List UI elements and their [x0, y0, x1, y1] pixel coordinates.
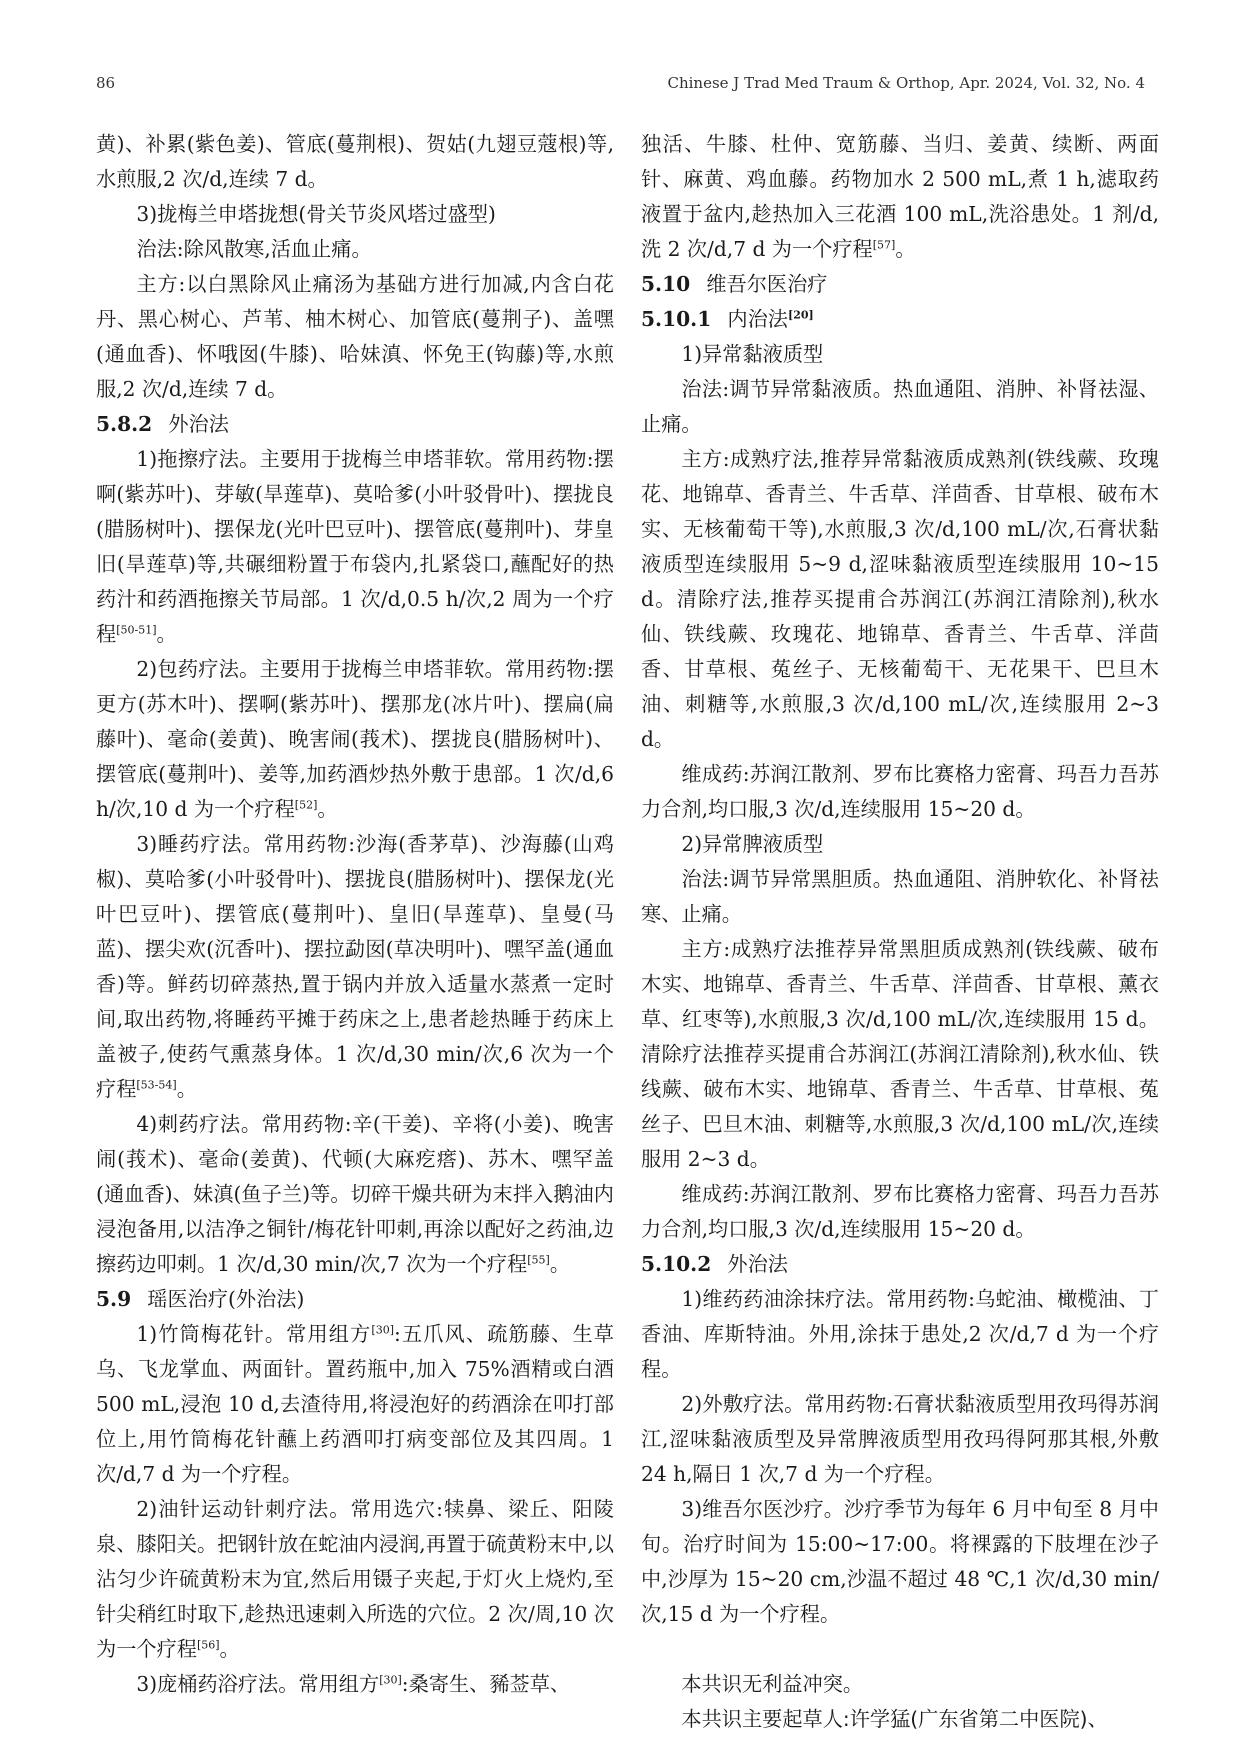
section-title: 外治法	[168, 412, 229, 436]
paragraph	[96, 1667, 614, 1702]
paragraph: 治法:调节异常黏液质。热血通阻、消肿、补肾祛湿、止痛。	[641, 377, 1159, 436]
paragraph: 治法:除风散寒,活血止痛。	[136, 237, 372, 261]
paragraph-text: 1)竹筒梅花针。常用组方	[136, 1322, 372, 1346]
paragraph: 治法:调节异常黑胆质。热血通阻、消肿软化、补肾祛寒、止痛。	[641, 867, 1159, 926]
citation: [30]	[379, 1673, 402, 1687]
paragraph: 黄)、补累(紫色姜)、管底(蔓荆根)、贺姑(九翅豆蔻根)等,水煎服,2 次/d,连续 7 d。	[96, 132, 614, 191]
paragraph: 1)拖擦疗法。主要用于拢梅兰申塔菲软。常用药物:摆啊(紫苏叶)、芽敏(旱莲草)、莫哈爹(小叶驳骨叶)、摆拢良(腊肠树叶)、摆保龙(光叶巴豆叶)、摆管底(蔓荆叶)、芽皇旧(旱莲草)等,共碾细粉置于布袋内,扎紧袋口,蘸配好的热药汁和药酒拖擦关节局部。1 次/d,0.5 h/次,2 周为一个疗程[50-51]。	[96, 447, 614, 646]
paragraph: 维成药:苏润江散剂、罗布比赛格力密膏、玛吾力吾苏力合剂,均口服,3 次/d,连续服用 15~20 d。	[641, 762, 1159, 821]
section-number: 5.8.2	[96, 412, 153, 436]
running-header	[96, 74, 1145, 98]
journal-info: Chinese J Trad Med Traum & Orthop, Apr. 2024, Vol. 32, No. 4	[667, 74, 1145, 92]
paragraph: 3)维吾尔医沙疗。沙疗季节为每年 6 月中旬至 8 月中旬。治疗时间为 15:00~17:00。将裸露的下肢埋在沙子中,沙厚为 15~20 cm,沙温不超过 48 ℃,1 次/d,30 min/次,15 d 为一个疗程。	[641, 1497, 1159, 1626]
section-title: 外治法	[727, 1252, 788, 1276]
paragraph-text: 4)刺药疗法。常用药物:辛(干姜)、辛将(小姜)、晚害闹(莪术)、毫命(姜黄)、代顿(大麻疙瘩)、苏木、嘿罕盖(通血香)、妹滇(鱼子兰)等。切碎干燥共研为末拌入鹅油内浸泡备用,以洁净之铜针/梅花针叩刺,再涂以配好之药油,边擦药边叩刺。1 次/d,30 min/次,7 次为一个疗程	[96, 1112, 614, 1276]
section-number: 5.10	[641, 272, 691, 296]
paragraph: 2)异常脾液质型	[681, 832, 824, 856]
paragraph-text: 2)油针运动针刺疗法。常用选穴:犊鼻、梁丘、阳陵泉、膝阳关。把钢针放在蛇油内浸润,再置于硫黄粉末中,以沾匀少许硫黄粉末为宜,然后用镊子夹起,于灯火上烧灼,至针尖稍红时取下,趁热迅速刺入所选的穴位。2 次/周,10 次为一个疗程	[96, 1497, 614, 1661]
paragraph: 2)外敷疗法。常用药物:石膏状黏液质型用孜玛得苏润江,涩味黏液质型及异常脾液质型用孜玛得阿那其根,外敷 24 h,隔日 1 次,7 d 为一个疗程。	[641, 1392, 1159, 1486]
right-column	[641, 127, 1159, 1737]
section-heading	[641, 267, 1159, 302]
section-number: 5.10.2	[641, 1252, 712, 1276]
section-heading	[96, 1282, 614, 1317]
page-number: 86	[96, 74, 116, 92]
section-heading	[641, 302, 1159, 337]
paragraph: 主方:成熟疗法推荐异常黑胆质成熟剂(铁线蕨、破布木实、地锦草、香青兰、牛舌草、洋茴香、甘草根、薰衣草、红枣等),水煎服,3 次/d,100 mL/次,连续服用 15 d。清除疗法推荐买提甫合苏润江(苏润江清除剂),秋水仙、铁线蕨、破布木实、地锦草、香青兰、牛舌草、甘草根、菟丝子、巴旦木油、刺糖等,水煎服,3 次/d,100 mL/次,连续服用 2~3 d。	[641, 937, 1159, 1171]
citation: [52]	[294, 798, 318, 812]
citation: [50-51]	[116, 623, 157, 637]
paragraph: 1)维药药油涂抹疗法。常用药物:乌蛇油、橄榄油、丁香油、库斯特油。外用,涂抹于患处,2 次/d,7 d 为一个疗程。	[641, 1287, 1159, 1381]
citation: [57]	[872, 238, 896, 252]
citation: [53-54]	[136, 1078, 177, 1092]
paragraph-text: 1)拖擦疗法。主要用于拢梅兰申塔菲软。常用药物:摆啊(紫苏叶)、芽敏(旱莲草)、莫哈爹(小叶驳骨叶)、摆拢良(腊肠树叶)、摆保龙(光叶巴豆叶)、摆管底(蔓荆叶)、芽皇旧(旱莲草)等,共碾细粉置于布袋内,扎紧袋口,蘸配好的热药汁和药酒拖擦关节局部。1 次/d,0.5 h/次,2 周为一个疗程	[96, 447, 614, 646]
section-title: 维吾尔医治疗	[706, 272, 828, 296]
citation: [20]	[787, 308, 814, 322]
citation: [55]	[527, 1253, 550, 1267]
paragraph: 维成药:苏润江散剂、罗布比赛格力密膏、玛吾力吾苏力合剂,均口服,3 次/d,连续服用 15~20 d。	[641, 1182, 1159, 1241]
paragraph-text: :桑寄生、豨莶草、	[401, 1672, 571, 1696]
paragraph: 3)拢梅兰申塔拢想(骨关节炎风塔过盛型)	[136, 202, 496, 226]
paragraph-text: 2)包药疗法。主要用于拢梅兰申塔菲软。常用药物:摆更方(苏木叶)、摆啊(紫苏叶)、摆那龙(冰片叶)、摆扁(扁藤叶)、毫命(姜黄)、晚害闹(莪术)、摆拢良(腊肠树叶)、摆管底(蔓荆叶)、姜等,加药酒炒热外敷于患部。1 次/d,6 h/次,10 d 为一个疗程	[96, 657, 614, 821]
paragraph: 主方:以白黑除风止痛汤为基础方进行加减,内含白花丹、黑心树心、芦苇、柚木树心、加管底(蔓荆子)、盖嘿(通血香)、怀哦囡(牛膝)、哈妹滇、怀免王(钩藤)等,水煎服,2 次/d,连续 7 d。	[96, 272, 614, 401]
drafters-statement: 本共识主要起草人:许学猛(广东省第二中医院)、	[681, 1707, 1108, 1731]
paragraph: 2)油针运动针刺疗法。常用选穴:犊鼻、梁丘、阳陵泉、膝阳关。把钢针放在蛇油内浸润,再置于硫黄粉末中,以沾匀少许硫黄粉末为宜,然后用镊子夹起,于灯火上烧灼,至针尖稍红时取下,趁热迅速刺入所选的穴位。2 次/周,10 次为一个疗程[56]。	[96, 1497, 614, 1661]
citation: [56]	[196, 1638, 220, 1652]
section-heading	[641, 1247, 1159, 1282]
citation: [30]	[371, 1323, 395, 1337]
paragraph-text: :五爪风、疏筋藤、生草乌、飞龙掌血、两面针。置药瓶中,加入 75%酒精或白酒 500 mL,浸泡 10 d,去渣待用,将浸泡好的药酒涂在叩打部位上,用竹筒梅花针蘸上药酒叩打病变部位及其四周。1 次/d,7 d 为一个疗程。	[96, 1322, 614, 1486]
paragraph-text: 独活、牛膝、杜仲、宽筋藤、当归、姜黄、续断、两面针、麻黄、鸡血藤。药物加水 2 500 mL,煮 1 h,滤取药液置于盆内,趁热加入三花酒 100 mL,洗浴患处。1 剂/d,洗 2 次/d,7 d 为一个疗程	[641, 132, 1159, 261]
paragraph: 主方:成熟疗法,推荐异常黏液质成熟剂(铁线蕨、玫瑰花、地锦草、香青兰、牛舌草、洋茴香、甘草根、破布木实、无核葡萄干等),水煎服,3 次/d,100 mL/次,石膏状黏液质型连续服用 5~9 d,涩味黏液质型连续服用 10~15 d。清除疗法,推荐买提甫合苏润江(苏润江清除剂),秋水仙、铁线蕨、玫瑰花、地锦草、香青兰、牛舌草、洋茴香、甘草根、菟丝子、无核葡萄干、无花果干、巴旦木油、刺糖等,水煎服,3 次/d,100 mL/次,连续服用 2~3 d。	[641, 447, 1159, 751]
paragraph	[96, 1317, 614, 1492]
conflict-statement: 本共识无利益冲突。	[681, 1672, 864, 1696]
paragraph: 2)包药疗法。主要用于拢梅兰申塔菲软。常用药物:摆更方(苏木叶)、摆啊(紫苏叶)、摆那龙(冰片叶)、摆扁(扁藤叶)、毫命(姜黄)、晚害闹(莪术)、摆拢良(腊肠树叶)、摆管底(蔓荆叶)、姜等,加药酒炒热外敷于患部。1 次/d,6 h/次,10 d 为一个疗程[52]。	[96, 657, 614, 821]
section-heading	[96, 407, 614, 442]
paragraph: 4)刺药疗法。常用药物:辛(干姜)、辛将(小姜)、晚害闹(莪术)、毫命(姜黄)、代顿(大麻疙瘩)、苏木、嘿罕盖(通血香)、妹滇(鱼子兰)等。切碎干燥共研为末拌入鹅油内浸泡备用,以洁净之铜针/梅花针叩刺,再涂以配好之药油,边擦药边叩刺。1 次/d,30 min/次,7 次为一个疗程[55]。	[96, 1112, 614, 1276]
paragraph: 1)异常黏液质型	[681, 342, 824, 366]
left-column	[96, 127, 614, 1702]
paragraph: 独活、牛膝、杜仲、宽筋藤、当归、姜黄、续断、两面针、麻黄、鸡血藤。药物加水 2 500 mL,煮 1 h,滤取药液置于盆内,趁热加入三花酒 100 mL,洗浴患处。1 剂/d,洗 2 次/d,7 d 为一个疗程[57]。	[641, 132, 1159, 261]
spacer	[641, 1632, 1159, 1667]
section-number: 5.9	[96, 1287, 132, 1311]
section-number: 5.10.1	[641, 307, 712, 331]
paragraph-text: 3)睡药疗法。常用药物:沙海(香茅草)、沙海藤(山鸡椒)、莫哈爹(小叶驳骨叶)、摆拢良(腊肠树叶)、摆保龙(光叶巴豆叶)、摆管底(蔓荆叶)、皇旧(旱莲草)、皇曼(马蓝)、摆尖欢(沉香叶)、摆拉勐囡(草决明叶)、嘿罕盖(通血香)等。鲜药切碎蒸热,置于锅内并放入适量水蒸煮一定时间,取出药物,将睡药平摊于药床之上,患者趁热睡于药床上盖被子,使药气熏蒸身体。1 次/d,30 min/次,6 次为一个疗程	[96, 832, 614, 1101]
paragraph: 3)睡药疗法。常用药物:沙海(香茅草)、沙海藤(山鸡椒)、莫哈爹(小叶驳骨叶)、摆拢良(腊肠树叶)、摆保龙(光叶巴豆叶)、摆管底(蔓荆叶)、皇旧(旱莲草)、皇曼(马蓝)、摆尖欢(沉香叶)、摆拉勐囡(草决明叶)、嘿罕盖(通血香)等。鲜药切碎蒸热,置于锅内并放入适量水蒸煮一定时间,取出药物,将睡药平摊于药床之上,患者趁热睡于药床上盖被子,使药气熏蒸身体。1 次/d,30 min/次,6 次为一个疗程[53-54]。	[96, 832, 614, 1101]
section-title: 瑶医治疗(外治法)	[147, 1287, 305, 1311]
paragraph-text: 3)庞桶药浴疗法。常用组方	[136, 1672, 380, 1696]
section-title: 内治法	[727, 307, 788, 331]
